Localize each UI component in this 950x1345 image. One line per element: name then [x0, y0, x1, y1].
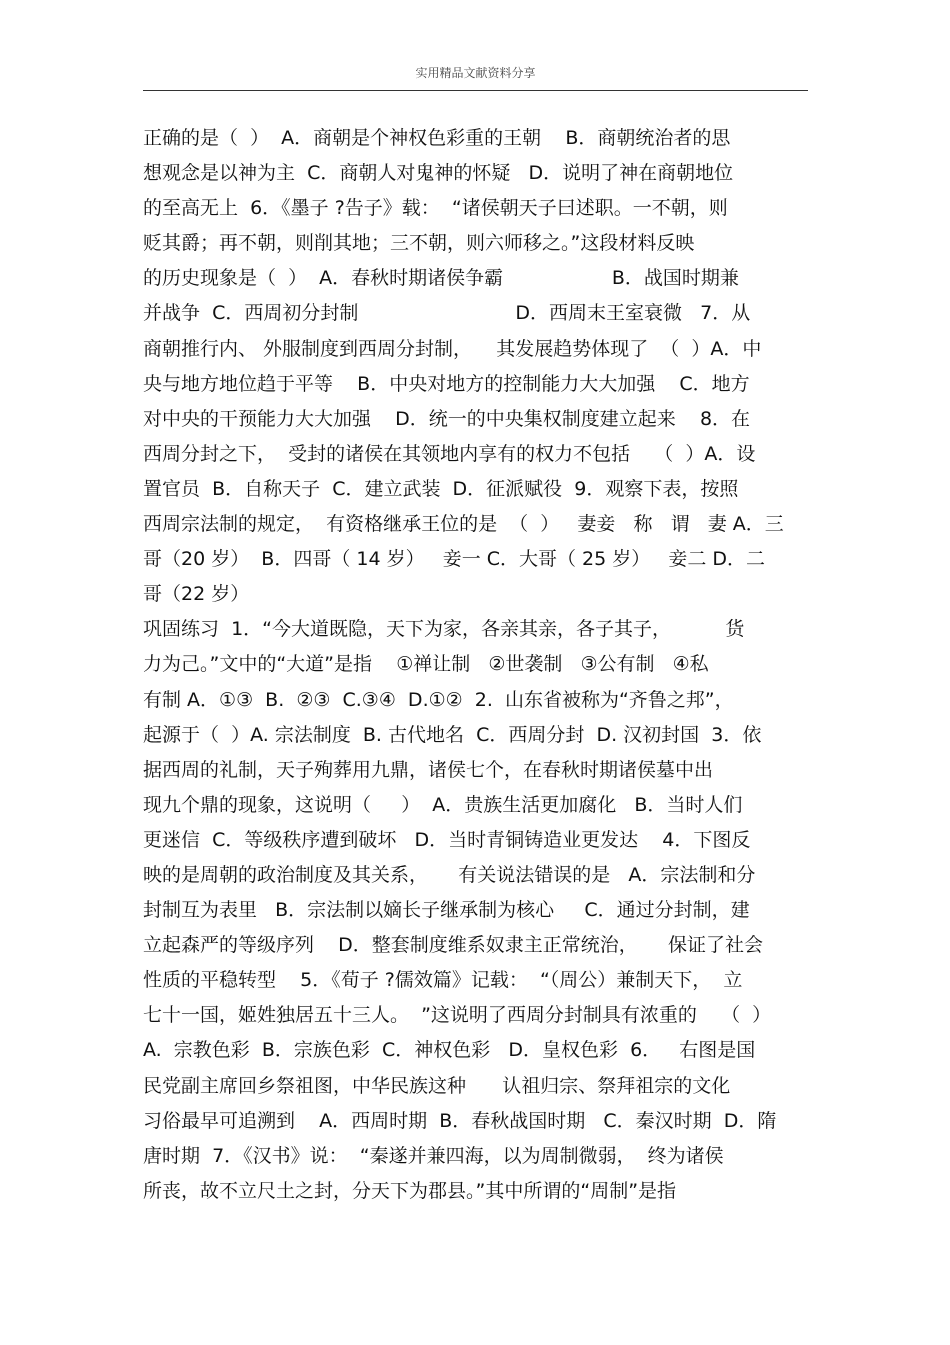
- text-line: 哥（20 岁） B．四哥（ 14 岁） 妾一 C．大哥（ 25 岁） 妾二 D．二: [143, 548, 766, 571]
- text-line: 唐时期 7．《汉书》说： “秦遂并兼四海，以为周制微弱， 终为诸侯: [143, 1144, 724, 1167]
- text-line: 置官员 B．自称天子 C．建立武装 D．征派赋役 9．观察下表，按照: [143, 477, 739, 500]
- text-line: 起源于（ ）A. 宗法制度 B. 古代地名 C．西周分封 D. 汉初封国 3．依: [143, 723, 762, 746]
- text-line: 央与地方地位趋于平等 B．中央对地方的控制能力大大加强 C．地方: [143, 372, 750, 395]
- text-line: A. 宗教色彩 B．宗族色彩 C．神权色彩 D．皇权色彩 6． 右图是国: [143, 1039, 756, 1062]
- text-line: 对中央的干预能力大大加强 D．统一的中央集权制度建立起来 8．在: [143, 407, 751, 430]
- text-line: 有制 A．①③ B. ②③ C.③④ D.①② 2. 山东省被称为“齐鲁之邦”，: [143, 688, 734, 711]
- text-line: 民党副主席回乡祭祖图，中华民族这种 认祖归宗、祭拜祖宗的文化: [143, 1074, 731, 1097]
- text-line: 封制互为表里 B．宗法制以嫡长子继承制为核心 C．通过分封制，建: [143, 899, 750, 922]
- text-line: 性质的平稳转型 5．《荀子 ?儒效篇》记载： “（周公）兼制天下， 立: [143, 969, 743, 992]
- text-line: 现九个鼎的现象，这说明（ ） A．贵族生活更加腐化 B．当时人们: [143, 793, 743, 816]
- text-line: 想观念是以神为主 C．商朝人对鬼神的怀疑 D．说明了神在商朝地位: [143, 162, 734, 185]
- text-line: 映的是周朝的政治制度及其关系， 有关说法错误的是 A．宗法制和分: [143, 863, 756, 886]
- text-line: 正确的是（ ） A．商朝是个神权色彩重的王朝 B．商朝统治者的思: [143, 127, 731, 149]
- text-line: 并战争 C．西周初分封制 D．西周末王室衰微 7．从: [143, 302, 751, 325]
- text-line: 西周分封之下， 受封的诸侯在其领地内享有的权力不包括 （ ）A．设: [143, 442, 756, 465]
- text-line: 立起森严的等级序列 D．整套制度维系奴隶主正常统治， 保证了社会: [143, 934, 763, 957]
- text-line: 据西周的礼制，天子殉葬用九鼎，诸侯七个，在春秋时期诸侯墓中出: [143, 758, 714, 781]
- text-line: 七十一国，姬姓独居五十三人。 ”这说明了西周分封制具有浓重的 （ ）: [143, 1004, 772, 1027]
- text-line: 所丧，故不立尺土之封，分天下为郡县。”其中所谓的“周制”是指: [143, 1179, 677, 1202]
- text-line: 西周宗法制的规定， 有资格继承王位的是 （ ） 妻妾 称 谓 妻 A．三: [143, 513, 784, 536]
- text-line: 贬其爵；再不朝，则削其地；三不朝，则六师移之。”这段材料反映: [143, 232, 695, 255]
- page-header: 实用精品文献资料分享: [415, 66, 536, 80]
- text-line: 哥（22 岁）: [143, 583, 250, 606]
- document-body: [143, 121, 813, 1209]
- text-line: 的历史现象是（ ） A．春秋时期诸侯争霸 B．战国时期兼: [143, 267, 739, 290]
- text-line: 力为己。”文中的“大道”是指 ①禅让制 ②世袭制 ③公有制 ④私: [143, 653, 709, 676]
- text-line: 更迷信 C．等级秩序遭到破坏 D．当时青铜铸造业更发达 4．下图反: [143, 828, 751, 851]
- text-line: 习俗最早可追溯到 A．西周时期 B．春秋战国时期 C．秦汉时期 D．隋: [143, 1109, 777, 1132]
- text-line: 的至高无上 6．《墨子 ?告子》载： “诸侯朝天子曰述职。一不朝，则: [143, 197, 728, 220]
- text-line: 商朝推行内、 外服制度到西周分封制， 其发展趋势体现了 （ ）A．中: [143, 337, 762, 360]
- header-divider: [143, 90, 808, 91]
- text-line: 巩固练习 1．“今大道既隐，天下为家，各亲其亲，各子其子， 货: [143, 618, 745, 641]
